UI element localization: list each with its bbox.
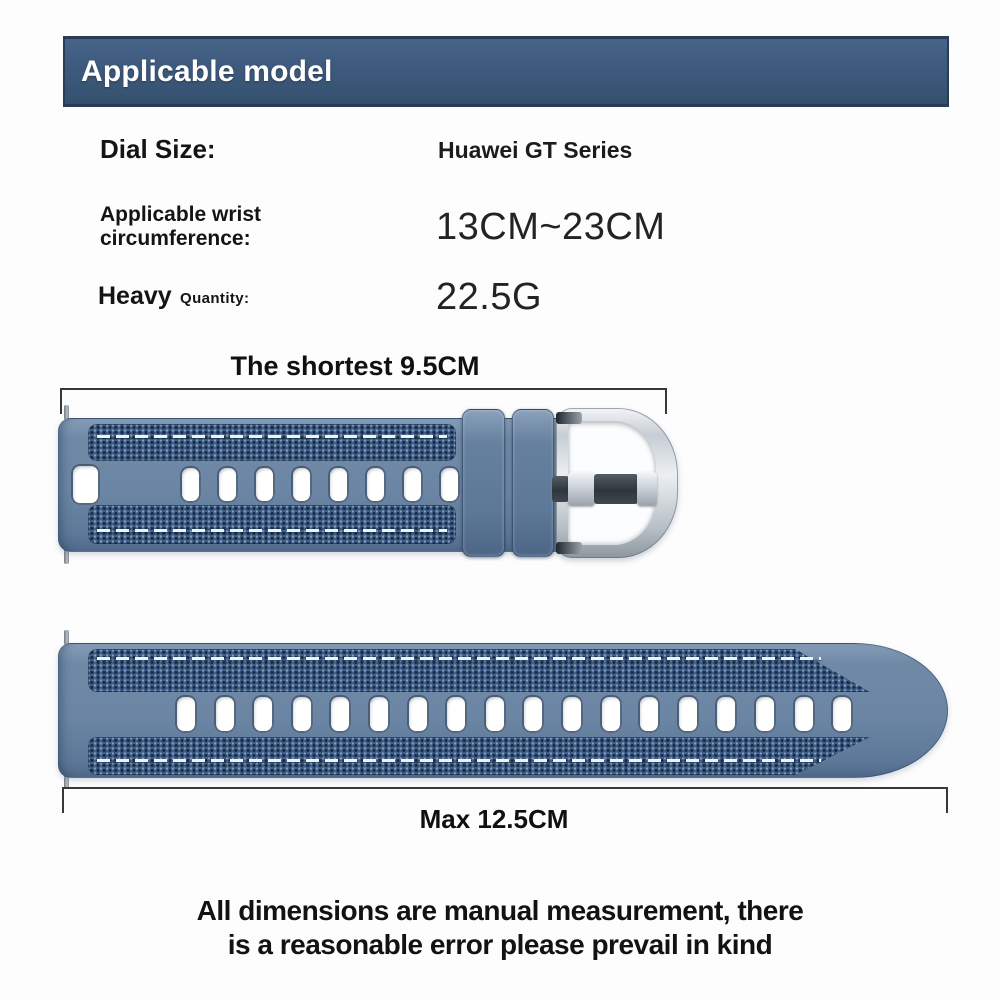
long-strap-stitch-bottom	[97, 759, 821, 762]
disclaimer-line2: is a reasonable error please prevail in kind	[227, 929, 773, 960]
short-dimension-tick-left	[60, 388, 62, 414]
buckle-hinge-tab	[556, 412, 582, 424]
strap-hole	[445, 695, 467, 733]
strap-hole	[217, 466, 238, 503]
dial-size-value: Huawei GT Series	[438, 137, 633, 163]
weight-value: 22.5G	[436, 276, 543, 318]
section-title: Applicable model	[81, 54, 333, 88]
strap-hole	[252, 695, 274, 733]
strap-hole	[793, 695, 815, 733]
lug-slot-hole	[71, 464, 100, 505]
strap-hole	[831, 695, 853, 733]
wrist-circumference-label	[100, 203, 261, 251]
short-strap-stitch-top	[97, 435, 447, 438]
short-strap-texture-top	[88, 424, 456, 461]
short-strap-stitch-bottom	[97, 529, 447, 532]
strap-hole	[365, 466, 386, 503]
strap-hole	[402, 466, 423, 503]
long-strap-holes	[175, 695, 853, 733]
buckle-pin-cap	[637, 472, 657, 506]
short-length-label: The shortest 9.5CM	[230, 351, 480, 381]
max-length-label: Max 12.5CM	[419, 804, 569, 834]
strap-hole	[677, 695, 699, 733]
disclaimer-line1: All dimensions are manual measurement, there	[196, 895, 804, 926]
wrist-circumference-value: 13CM~23CM	[436, 206, 666, 248]
weight-sublabel: Quantity:	[180, 290, 250, 307]
strap-hole	[175, 695, 197, 733]
weight-label: Heavy	[98, 282, 172, 310]
long-strap-texture-top	[88, 649, 870, 692]
strap-hole	[439, 466, 460, 503]
buckle-pin-sleeve	[568, 472, 595, 506]
strap-hole	[291, 695, 313, 733]
strap-hole	[522, 695, 544, 733]
strap-hole	[254, 466, 275, 503]
long-strap-texture-bottom	[88, 737, 870, 775]
long-dimension-line	[62, 787, 948, 789]
strap-hole	[328, 466, 349, 503]
long-strap-stitch-top	[97, 657, 821, 660]
buckle-pin-tip	[552, 476, 569, 502]
short-strap-holes	[180, 466, 460, 503]
keeper-loop	[512, 409, 554, 557]
wrist-label-line1: Applicable wrist	[100, 203, 262, 226]
strap-hole	[715, 695, 737, 733]
wrist-label-line2: circumference:	[100, 227, 251, 250]
short-dimension-line	[60, 388, 667, 390]
short-strap-texture-bottom	[88, 505, 456, 544]
strap-hole	[484, 695, 506, 733]
strap-hole	[638, 695, 660, 733]
strap-hole	[600, 695, 622, 733]
disclaimer-text	[0, 894, 1000, 962]
strap-hole	[291, 466, 312, 503]
strap-hole	[754, 695, 776, 733]
keeper-loop	[462, 409, 505, 557]
strap-hole	[368, 695, 390, 733]
strap-hole	[561, 695, 583, 733]
strap-hole	[180, 466, 201, 503]
strap-hole	[214, 695, 236, 733]
short-dimension-tick-right	[665, 388, 667, 414]
strap-hole	[329, 695, 351, 733]
buckle-hinge-tab	[556, 542, 582, 554]
section-header-bar	[63, 36, 949, 107]
buckle-pin-bar	[594, 474, 638, 504]
dial-size-label: Dial Size:	[100, 134, 216, 164]
strap-hole	[407, 695, 429, 733]
